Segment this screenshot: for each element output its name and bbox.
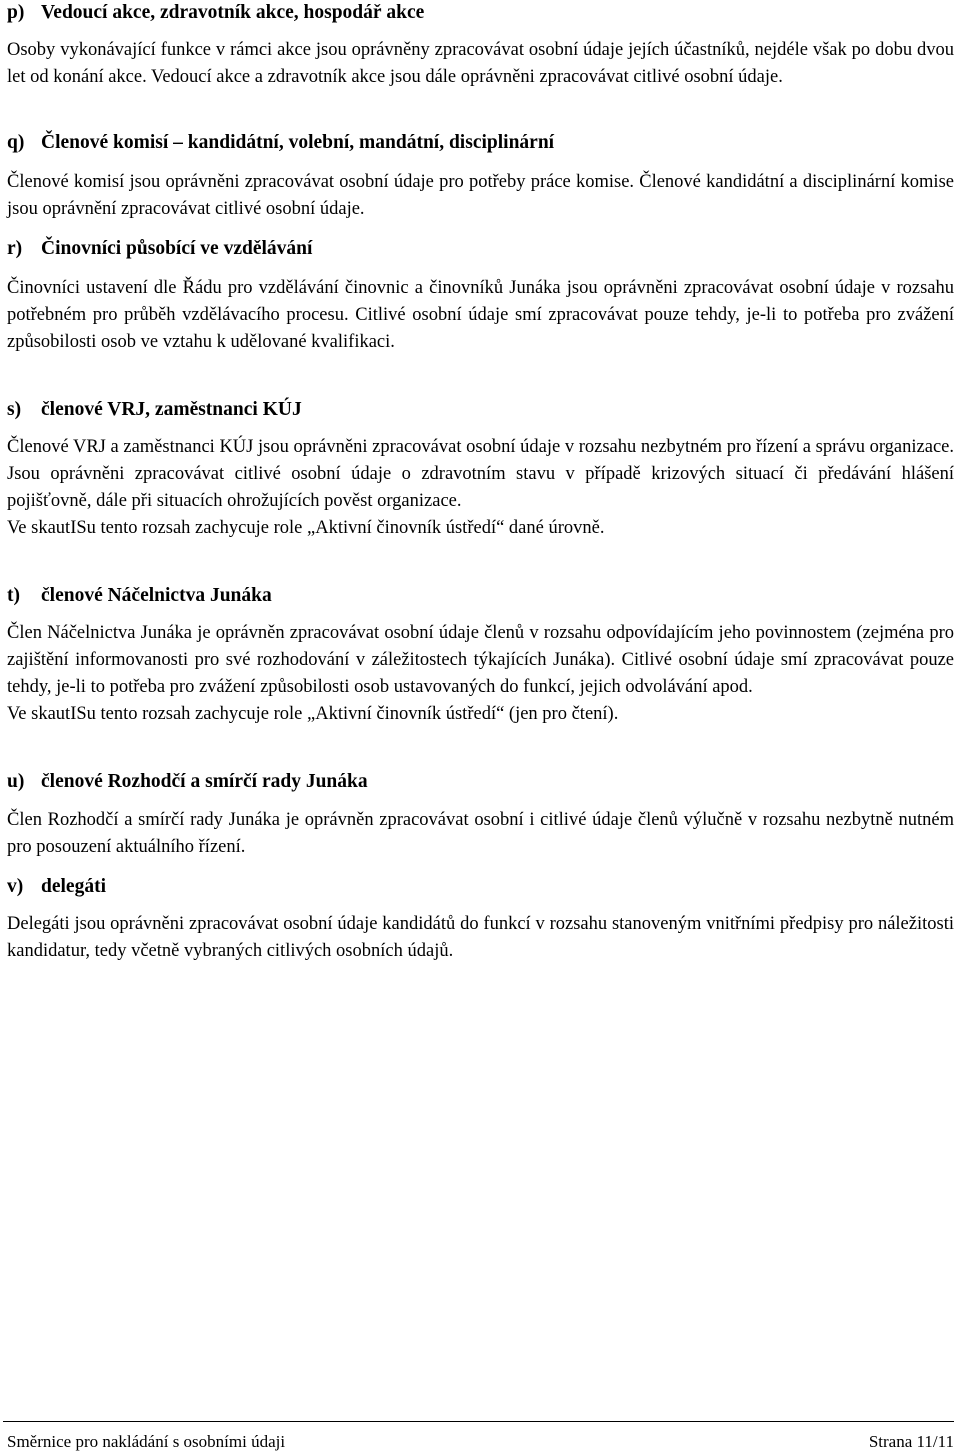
section-heading-q [7,131,554,155]
section-letter: r) [7,238,23,259]
section-title: delegáti [41,876,106,897]
section-text-p: Osoby vykonávající funkce v rámci akce jsou oprávněny zpracovávat osobní údaje jejích účastníků, nejdéle však po dobu dvou let od konání akce. Vedoucí akce a zdravotník akce jsou dále oprávněni zpracovávat citlivé osobní údaje. [7,40,954,87]
section-note-t: Ve skautISu tento rozsah zachycuje role „Aktivní činovník ústředí“ (jen pro čtení). [7,704,619,724]
section-heading-t [7,584,272,608]
section-text-s: Členové VRJ a zaměstnanci KÚJ jsou oprávněni zpracovávat osobní údaje v rozsahu nezbytném pro řízení a správu organizace. Jsou oprávněni zpracovávat citlivé osobní údaje o zdravotním stavu v případě krizových situací či předávání hlášení pojišťovně, dále při situacích ohrožujících pověst organizace. [7,437,954,511]
section-letter: q) [7,132,25,153]
section-title: Členové komisí – kandidátní, volební, mandátní, disciplinární [41,132,555,153]
section-letter: u) [7,771,25,792]
section-body-s [7,434,954,542]
section-letter: p) [7,2,25,23]
section-heading-r [7,237,312,261]
footer-page-number: Strana 11/11 [868,1432,954,1451]
section-text-r: Činovníci ustavení dle Řádu pro vzdělávání činovnic a činovníků Junáka jsou oprávněni zpracovávat osobní údaje v rozsahu potřebném pro průběh vzdělávacího procesu. Citlivé osobní údaje smí zpracovávat pouze tehdy, je-li to potřeba pro zvážení způsobilosti osob ve vztahu k udělované kvalifikaci. [7,278,954,352]
section-note-s: Ve skautISu tento rozsah zachycuje role „Aktivní činovník ústředí“ dané úrovně. [7,518,605,538]
section-text-u: Člen Rozhodčí a smírčí rady Junáka je oprávněn zpracovávat osobní i citlivé údaje členů výlučně v rozsahu nezbytně nutném pro posouzení aktuálního řízení. [7,810,954,857]
section-text-v: Delegáti jsou oprávněni zpracovávat osobní údaje kandidátů do funkcí v rozsahu stanoveným vnitřními předpisy pro náležitosti kandidatur, tedy včetně vybraných citlivých osobních údajů. [7,914,954,961]
section-title: Činovníci působící ve vzdělávání [41,238,313,259]
section-text-t: Člen Náčelnictva Junáka je oprávněn zpracovávat osobní údaje členů v rozsahu odpovídajícím jeho povinnostem (zejména pro zajištění informovanosti pro své rozhodování v záležitostech týkajících Junáka). Citlivé osobní údaje smí zpracovávat pouze tehdy, je-li to potřeba pro zvážení způsobilosti osob ustavovaných do funkcí, jejich odvolávání apod. [7,623,954,697]
section-heading-u [7,770,368,794]
section-body-t [7,620,954,728]
section-heading-v [7,875,106,899]
section-letter: s) [7,399,22,420]
section-title: Vedoucí akce, zdravotník akce, hospodář akce [41,2,425,23]
section-title: členové Náčelnictva Junáka [41,585,272,606]
section-title: členové Rozhodčí a smírčí rady Junáka [41,771,368,792]
section-text-q: Členové komisí jsou oprávněni zpracovávat osobní údaje pro potřeby práce komise. Členové kandidátní a disciplinární komise jsou oprávnění zpracovávat citlivé osobní údaje. [7,172,954,219]
section-title: členové VRJ, zaměstnanci KÚJ [41,399,302,420]
footer-divider [3,1421,954,1422]
footer-document-title: Směrnice pro nakládání s osobními údaji [7,1432,286,1451]
section-letter: t) [7,585,20,606]
section-heading-s [7,398,302,422]
section-letter: v) [7,876,24,897]
section-heading-p [7,1,424,25]
